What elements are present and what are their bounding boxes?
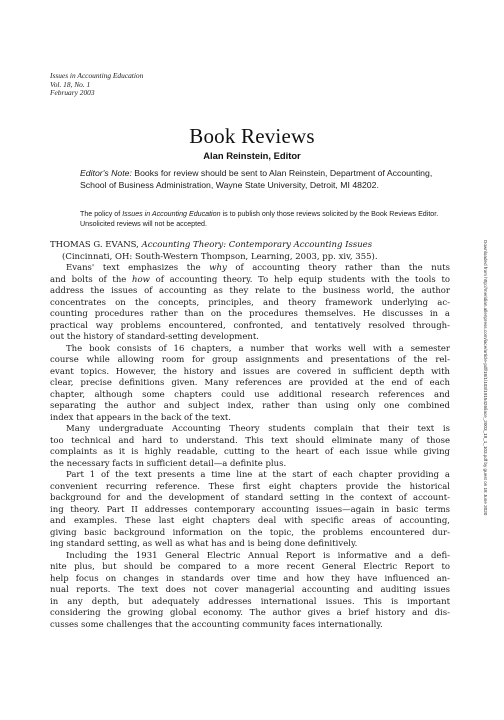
paragraph-line: help focus on changes in standards over time and how they have influenced an- (50, 573, 450, 584)
review-book-title: Accounting Theory: Contemporary Accounting Issues (141, 240, 373, 250)
editor-name: Alan Reinstein, Editor (203, 150, 301, 161)
paragraph-line: and examples. These last eight chapters deal with specific areas of accounting, (50, 516, 450, 526)
paragraph-line: nite plus, but should be compared to a more recent General Electric Report to (50, 562, 450, 572)
paragraph-line: nual reports. The text does not cover managerial accounting and auditing issues (50, 585, 450, 595)
review-policy (80, 210, 440, 230)
text-run: and bolts of the (50, 274, 133, 285)
paragraph-line: separating the author and subject index, rather than using only one combined (50, 401, 450, 411)
paragraph-line: ing theory. Part II addresses contemporary accounting issues—again in basic terms (50, 504, 450, 515)
review-paragraph-1 (50, 263, 450, 344)
paragraph-line: Many undergraduate Accounting Theory students complain that their text is (66, 424, 450, 434)
review-paragraph-5 (50, 551, 450, 632)
review-publication: (Cincinnati, OH: South-Western Thompson, Learning, 2003, pp. xiv, 355). (62, 251, 378, 262)
paragraph-line: course while allowing room for group assignments and presentations of the rel- (50, 355, 450, 365)
policy-journal: Issues in Accounting Education (122, 210, 221, 218)
paragraph-line: address the issues of accounting as they relate to the business world, the author (50, 286, 450, 296)
paragraph-line (50, 263, 450, 275)
paragraph-line: index that appears in the back of the text. (50, 412, 231, 423)
paragraph-line: ing standard setting, as well as what has and is being done definitively. (50, 539, 358, 549)
journal-date: February 2003 (50, 88, 95, 98)
policy-before: The policy of (80, 210, 123, 218)
review-author: THOMAS G. EVANS, (50, 240, 142, 250)
journal-header (50, 72, 143, 98)
paragraph-line: in any depth, but adequately addresses international issues. This is important (50, 596, 450, 607)
journal-name: Issues in Accounting Education (50, 71, 144, 80)
review-paragraph-4 (50, 470, 450, 551)
paragraph-line: evant topics. However, the history and issues are covered in sufficient depth with (50, 366, 450, 377)
review-citation (50, 240, 450, 252)
paragraph-line: convenient recurring reference. These first eight chapters provide the historical (50, 481, 450, 492)
editors-note-label: Editor's Note: (80, 168, 132, 178)
paragraph-line (50, 275, 450, 287)
paragraph-line: clear, precise definitions given. Many references are provided at the end of each (50, 378, 450, 388)
paragraph-line: Including the 1931 General Electric Annual Report is informative and a defi- (66, 550, 450, 561)
paragraph-line: too technical and hard to understand. This text should eliminate many of those (50, 435, 450, 446)
review-paragraph-3 (50, 424, 450, 470)
editors-note (80, 168, 436, 191)
text-run: of accounting theory. To help equip students with the tools to (149, 274, 451, 285)
journal-volume: Vol. 18, No. 1 (50, 79, 91, 89)
paragraph-line: out the history of standard-setting development. (50, 332, 259, 342)
text-run: Evans' text emphasizes the (66, 263, 210, 273)
text-run: of accounting theory rather than the nuts (226, 263, 450, 273)
review-paragraph-2 (50, 344, 450, 425)
paragraph-line: giving basic background information on the topic, the problems encountered dur- (50, 527, 450, 538)
paragraph-line: complaints as it is highly readable, cutting to the heart of each issue while giving (50, 447, 450, 457)
paragraph-line: considering the growing global economy. The author gives a brief history and dis- (50, 608, 450, 618)
paragraph-line: the necessary facts in sufficient detail—a definite plus. (50, 458, 287, 469)
book-review (50, 240, 450, 631)
paragraph-line: background for and the development of standard setting in the context of account- (50, 493, 450, 503)
download-notice-sidebar (476, 240, 488, 516)
paragraph-line: concentrates on the concepts, principles, and theory framework underlying ac- (50, 297, 450, 308)
paragraph-line: counting procedures rather than on the procedures themselves. He discusses in a (50, 309, 450, 319)
paragraph-line: The book consists of 16 chapters, a number that works well with a semester (66, 343, 450, 354)
emphasis-text: how (132, 274, 150, 285)
policy-after: is to publish only those reviews solicited by the Book Reviews Editor. Unsolicited reviews will not be accepted. (80, 210, 439, 228)
download-notice: Downloaded from http://meridian.allenpress.com/iace/article-pdf/18/1/103/1915426/iace_2003_18_1_103.pdf by guest on 18 June 2020 (483, 240, 488, 516)
section-title: Book Reviews (189, 124, 315, 148)
paragraph-line: Part 1 of the text presents a time line at the start of each chapter providing a (66, 470, 450, 480)
paragraph-line: cusses some challenges that the accounting community faces internationally. (50, 619, 383, 630)
paragraph-line: chapter, although some chapters could use additional research references and (50, 389, 450, 400)
paragraph-line: practical way problems encountered, confronted, and tentatively resolved through- (50, 320, 450, 331)
emphasis-text: why (209, 263, 227, 273)
editors-note-text: Books for review should be sent to Alan Reinstein, Department of Accounting, School of Business Administration, Wayne State University, Detroit, MI 48202. (80, 168, 433, 190)
